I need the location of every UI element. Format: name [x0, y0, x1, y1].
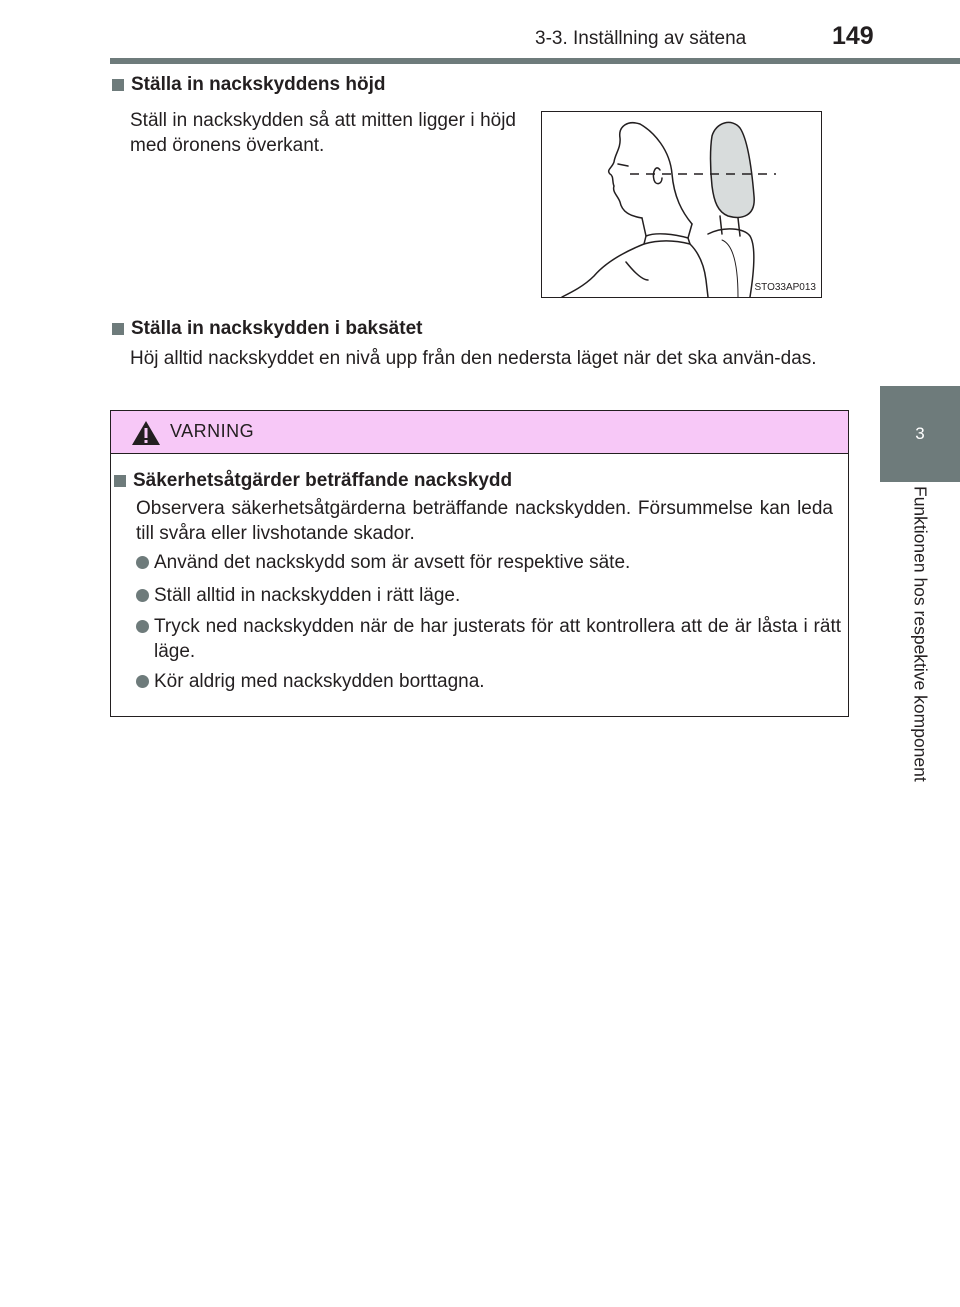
bullet-text: Kör aldrig med nackskydden borttagna.	[154, 671, 485, 692]
square-bullet-icon	[114, 475, 126, 487]
heading-text: Ställa in nackskydden i baksätet	[131, 318, 423, 339]
section-title: 3-3. Inställning av sätena	[535, 28, 747, 49]
chapter-title-tab	[880, 486, 960, 906]
header-rule	[110, 58, 960, 64]
figure-code: STO33AP013	[754, 282, 816, 293]
bullet-text: Ställ alltid in nackskydden i rätt läge.	[154, 585, 461, 606]
section-paragraph: Höj alltid nackskyddet en nivå upp från den nedersta läget när det ska använ-das.	[130, 348, 817, 369]
section-heading-height	[112, 74, 385, 96]
warning-header	[111, 411, 848, 454]
warning-bullet	[136, 614, 841, 664]
section-heading-rear	[112, 318, 422, 340]
section-paragraph: Ställ in nackskydden så att mitten ligger i höjd med öronens överkant.	[130, 110, 516, 156]
heading-text: Ställa in nackskyddens höjd	[131, 74, 386, 95]
bullet-text: Använd det nackskydd som är avsett för respektive säte.	[154, 552, 631, 573]
round-bullet-icon	[136, 675, 149, 688]
warning-intro: Observera säkerhetsåtgärderna beträffande nackskydden. Försummelse kan leda till svåra eller livshotande skador.	[136, 498, 833, 544]
warning-bullet	[136, 669, 841, 694]
head-headrest-icon	[542, 112, 821, 297]
headrest-illustration	[541, 111, 822, 298]
warning-box	[110, 410, 849, 717]
warning-triangle-icon	[131, 420, 161, 446]
warning-bullet	[136, 550, 841, 575]
heading-text: Säkerhetsåtgärder beträffande nackskydd	[133, 470, 513, 491]
chapter-number-tab: 3	[880, 386, 960, 482]
square-bullet-icon	[112, 323, 124, 335]
round-bullet-icon	[136, 556, 149, 569]
bullet-text: Tryck ned nackskydden när de har justerats för att kontrollera att de är låsta i rätt läge.	[154, 616, 841, 662]
warning-title: VARNING	[170, 421, 255, 441]
round-bullet-icon	[136, 620, 149, 633]
square-bullet-icon	[112, 79, 124, 91]
round-bullet-icon	[136, 589, 149, 602]
warning-bullet	[136, 583, 841, 608]
warning-heading	[114, 470, 512, 492]
page-number: 149	[832, 22, 874, 50]
chapter-title: Funktionen hos respektive komponent	[910, 486, 931, 782]
